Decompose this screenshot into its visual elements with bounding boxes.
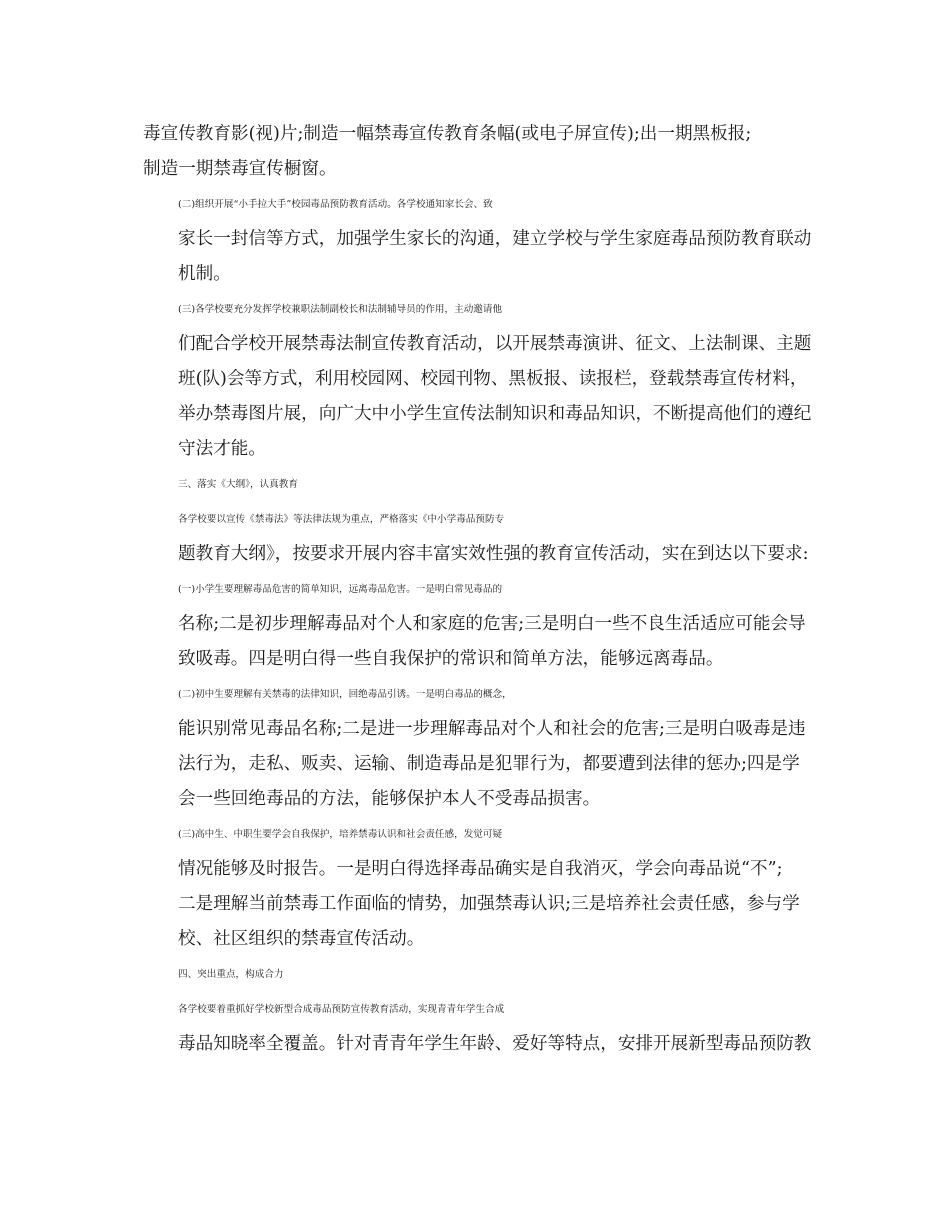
text-line: 各学校要以宣传《禁毒法》等法律法规为重点，严格落实《中小学毒品预防专 <box>178 514 505 525</box>
paragraph <box>143 992 813 1062</box>
document-body <box>143 117 813 1062</box>
paragraph <box>143 467 813 502</box>
text-line: (二)组织开展“小手拉大手”校园毒品预防教育活动。各学校通知家长会、致 <box>178 199 493 210</box>
paragraph <box>143 502 813 572</box>
text-line: 情况能够及时报告。一是明白得选择毒品确实是自我消灭，学会向毒品说“不”; <box>178 859 783 879</box>
text-line: 校、社区组织的禁毒宣传活动。 <box>178 929 425 949</box>
text-line: 各学校要着重抓好学校新型合成毒品预防宣传教育活动，实现青青年学生合成 <box>178 1004 505 1015</box>
text-line: 四、突出重点，构成合力 <box>178 969 284 980</box>
text-line: 机制。 <box>178 264 231 284</box>
text-line: (一)小学生要理解毒品危害的简单知识，远离毒品危害。一是明白常见毒品的 <box>178 584 503 595</box>
paragraph <box>143 957 813 992</box>
text-line: 守法才能。 <box>178 439 266 459</box>
text-line: 致吸毒。四是明白得一些自我保护的常识和简单方法，能够远离毒品。 <box>178 649 724 669</box>
paragraph <box>143 817 813 957</box>
text-line: 毒宣传教育影(视)片;制造一幅禁毒宣传教育条幅(或电子屏宣传);出一期黑板报; <box>143 124 752 144</box>
text-line: 制造一期禁毒宣传橱窗。 <box>143 159 337 179</box>
text-line: 们配合学校开展禁毒法制宣传教育活动，以开展禁毒演讲、征文、上法制课、主题 <box>178 334 812 354</box>
text-line: (三)各学校要充分发挥学校兼职法制副校长和法制辅导员的作用，主动邀请他 <box>178 304 503 315</box>
text-line: 三、落实《大纲》，认真教育 <box>178 479 298 490</box>
text-line: 题教育大纲》，按要求开展内容丰富实效性强的教育宣传活动，实在到达以下要求: <box>178 544 809 564</box>
text-line: 班(队)会等方式，利用校园网、校园刊物、黑板报、读报栏，登载禁毒宣传材料， <box>178 369 808 389</box>
text-line: 举办禁毒图片展，向广大中小学生宣传法制知识和毒品知识，不断提高他们的遵纪 <box>178 404 812 424</box>
text-line: 毒品知晓率全覆盖。针对青青年学生年龄、爱好等特点，安排开展新型毒品预防教 <box>178 1034 812 1054</box>
text-line: 家长一封信等方式，加强学生家长的沟通，建立学校与学生家庭毒品预防教育联动 <box>178 229 812 249</box>
text-line: (二)初中生要理解有关禁毒的法律知识，回绝毒品引诱。一是明白毒品的概念， <box>178 689 512 700</box>
text-line: 二是理解当前禁毒工作面临的情势，加强禁毒认识;三是培养社会责任感，参与学 <box>178 894 800 914</box>
text-line: 法行为，走私、贩卖、运输、制造毒品是犯罪行为，都要遭到法律的惩办;四是学 <box>178 754 800 774</box>
paragraph <box>143 117 813 187</box>
text-line: 名称;二是初步理解毒品对个人和家庭的危害;三是明白一些不良生活适应可能会导 <box>178 614 806 634</box>
text-line: 会一些回绝毒品的方法，能够保护本人不受毒品损害。 <box>178 789 601 809</box>
paragraph <box>143 677 813 817</box>
text-line: (三)高中生、中职生要学会自我保护，培养禁毒认识和社会责任感，发觉可疑 <box>178 829 503 840</box>
text-line: 能识别常见毒品名称;二是进一步理解毒品对个人和社会的危害;三是明白吸毒是违 <box>178 719 806 739</box>
paragraph <box>143 292 813 467</box>
paragraph <box>143 187 813 292</box>
paragraph <box>143 572 813 677</box>
